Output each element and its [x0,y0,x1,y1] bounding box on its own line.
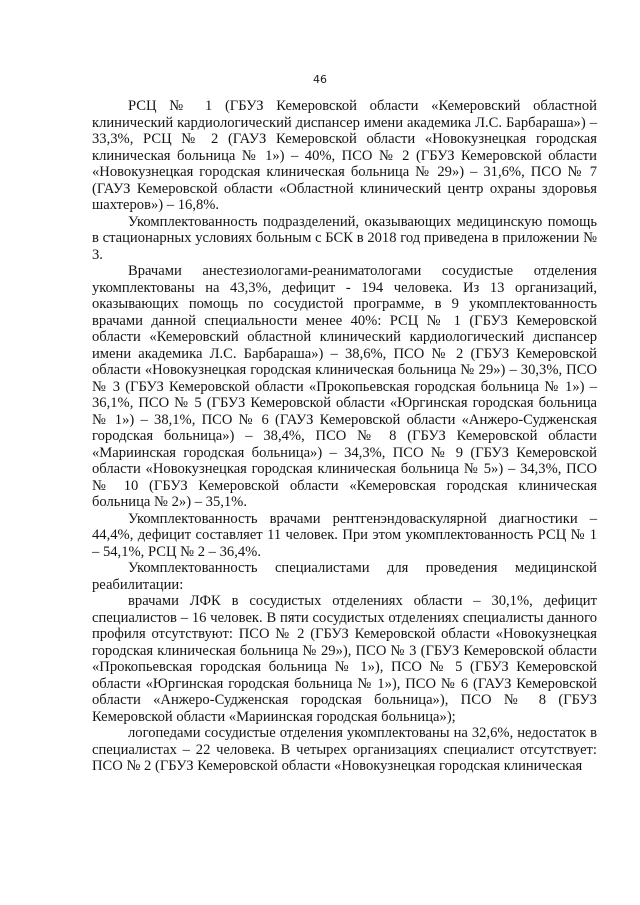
paragraph-anesthesiologists-staffing: Врачами анестезиологами-реаниматологами сосудистые отделения укомплектованы на 43,3%, дефицит - 194 человека. Из 13 организаций, оказывающих помощь по сосудистой программе, в 9 укомплектованность врачами данной специальности менее 40%: РСЦ № 1 (ГБУЗ Кемеровской области «Кемеровский областной клинический кардиологический диспансер имени академика Л.С. Барбараша») – 38,6%, ПСО № 2 (ГБУЗ Кемеровской области «Новокузнецкая городская клиническая больница № 29») – 30,3%, ПСО № 3 (ГБУЗ Кемеровской области «Прокопьевская городская больница № 1») – 36,1%, ПСО № 5 (ГБУЗ Кемеровской области «Юргинская городская больница № 1») – 38,1%, ПСО № 6 (ГАУЗ Кемеровской области «Анжеро-Судженская городская больница») – 38,4%, ПСО № 8 (ГБУЗ Кемеровской области «Мариинская городская больница») – 34,3%, ПСО № 9 (ГБУЗ Кемеровской области «Новокузнецкая городская клиническая больница № 5») – 34,3%, ПСО № 10 (ГБУЗ Кемеровской области «Кемеровская городская клиническая больница № 2») – 35,1%. [92,263,597,510]
paragraph-endovascular-diagnostics-staffing: Укомплектованность врачами рентгенэндоваскулярной диагностики – 44,4%, дефицит составляет 11 человек. При этом укомплектованность РСЦ № 1 – 54,1%, РСЦ № 2 – 36,4%. [92,510,597,560]
paragraph-rsc-staffing-summary: РСЦ № 1 (ГБУЗ Кемеровской области «Кемеровский областной клинический кардиологический диспансер имени академика Л.С. Барбараша») – 33,3%, РСЦ № 2 (ГАУЗ Кемеровской области «Новокузнецкая городская клиническая больница № 1») – 40%, ПСО № 2 (ГБУЗ Кемеровской области «Новокузнецкая городская клиническая больница № 29») – 31,6%, ПСО № 7 (ГАУЗ Кемеровской области «Областной клинический центр охраны здоровья шахтеров») – 16,8%. [92,98,597,213]
paragraph-speech-therapists-staffing: логопедами сосудистые отделения укомплектованы на 32,6%, недостаток в специалистах – 22 человека. В четырех организациях специалист отсутствует: ПСО № 2 (ГБУЗ Кемеровской области «Новокузнецкая городская клиническая [92,725,597,774]
document-body [92,98,597,775]
paragraph-staffing-appendix-reference: Укомплектованность подразделений, оказывающих медицинскую помощь в стационарных условиях больным с БСК в 2018 год приведена в приложении № 3. [92,213,597,263]
paragraph-lfk-doctors-staffing: врачами ЛФК в сосудистых отделениях области – 30,1%, дефицит специалистов – 16 человек. В пяти сосудистых отделениях специалисты данного профиля отсутствуют: ПСО № 2 (ГБУЗ Кемеровской области «Новокузнецкая городская клиническая больница № 29»), ПСО № 3 (ГБУЗ Кемеровской области «Прокопьевская городская больница № 1»), ПСО № 5 (ГБУЗ Кемеровской области «Юргинская городская больница № 1»), ПСО № 6 (ГАУЗ Кемеровской области «Анжеро-Судженская городская больница»), ПСО № 8 (ГБУЗ Кемеровской области «Мариинская городская больница»); [92,593,597,725]
page-number: 46 [313,73,327,86]
paragraph-rehabilitation-heading: Укомплектованность специалистами для проведения медицинской реабилитации: [92,560,597,593]
